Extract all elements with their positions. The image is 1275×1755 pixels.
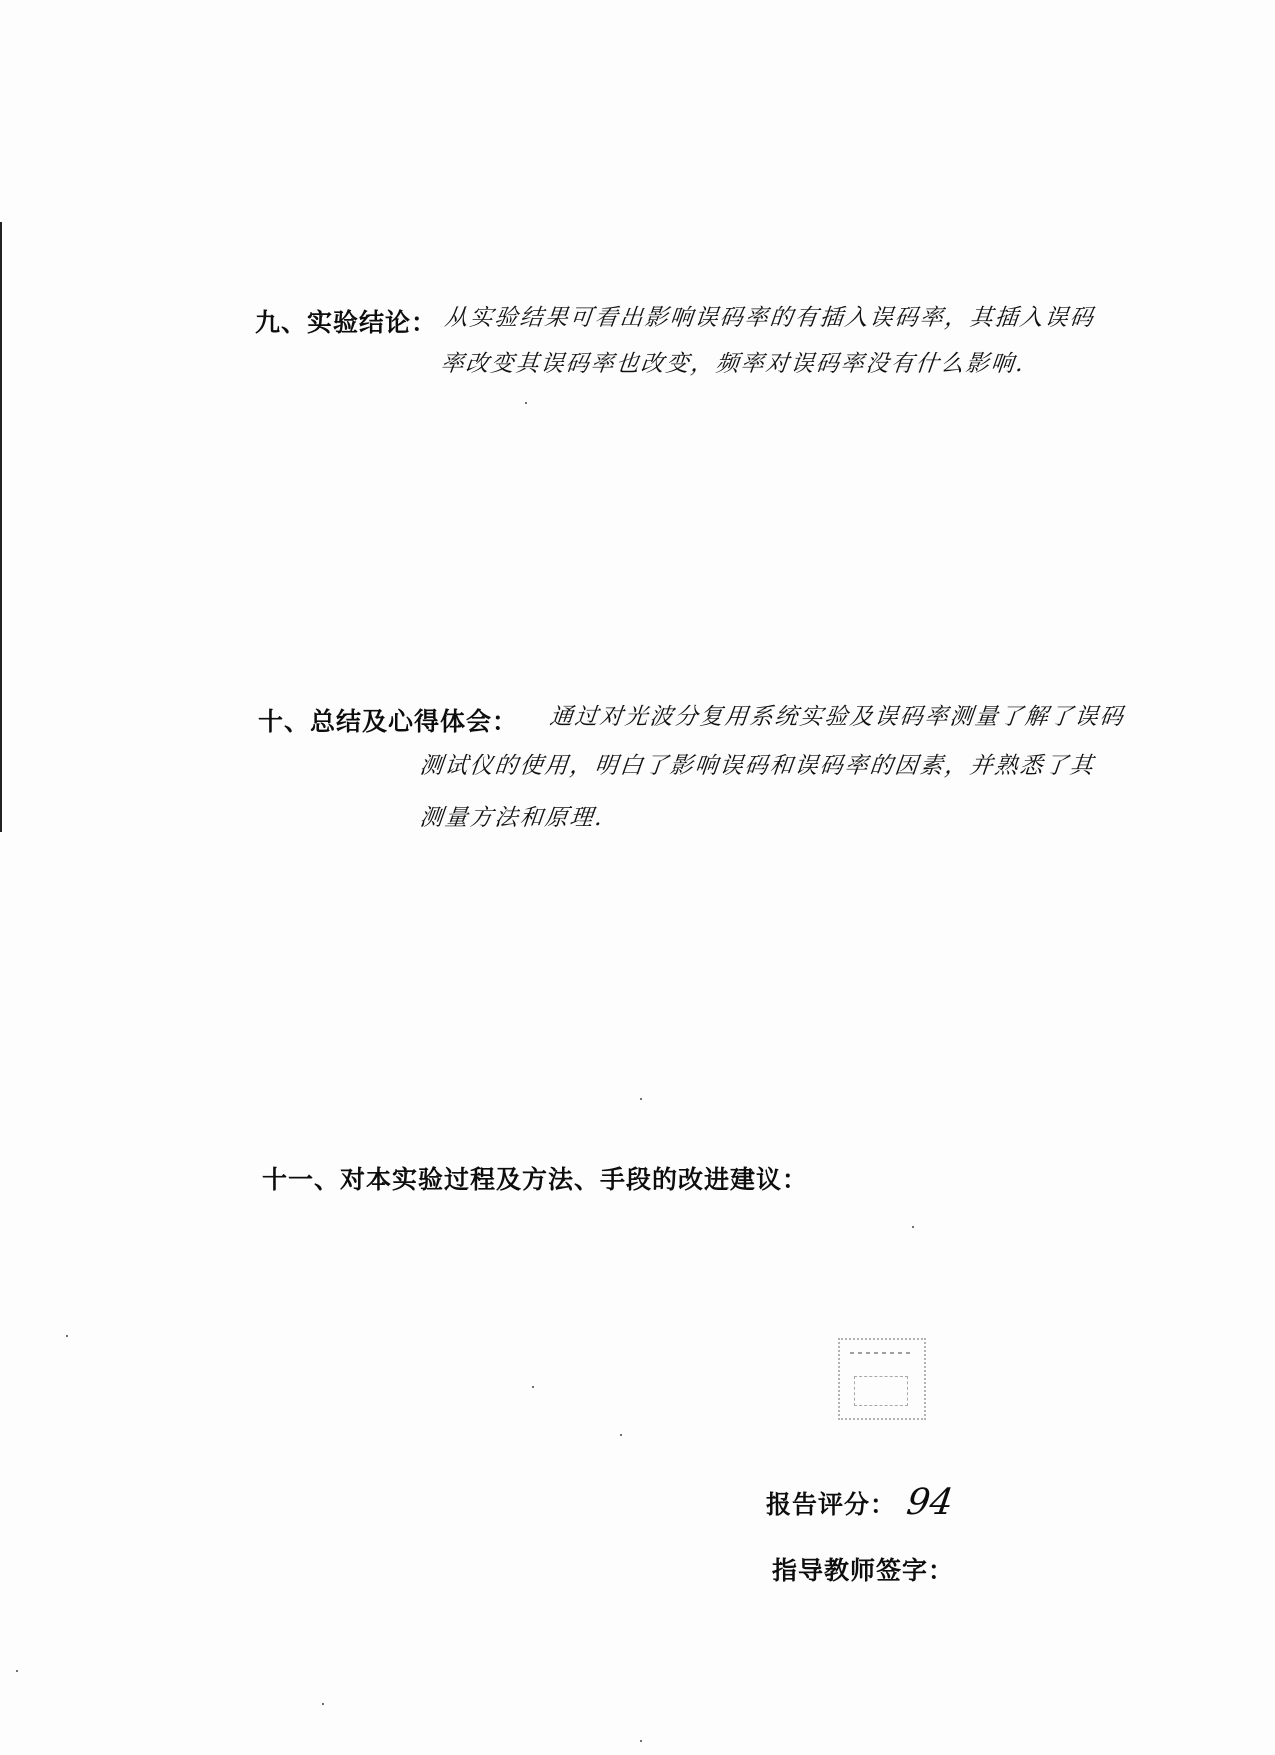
- score-label: 报告评分：: [766, 1489, 897, 1519]
- teacher-signature: [772, 1551, 954, 1587]
- scan-speck: [525, 402, 527, 404]
- scan-speck: [640, 1740, 642, 1742]
- scan-speck: [532, 1386, 534, 1388]
- scan-speck: [620, 1434, 622, 1436]
- faded-stamp: [838, 1338, 926, 1420]
- summary-handwriting-line: 测量方法和原理.: [418, 805, 606, 831]
- summary-handwriting-line: 测试仪的使用，明白了影响误码和误码率的因素，并熟悉了其: [418, 753, 1097, 779]
- signature-label: 指导教师签字：: [772, 1556, 955, 1585]
- scan-edge-line: [0, 222, 2, 832]
- summary-handwriting-line: 通过对光波分复用系统实验及误码率测量了解了误码: [548, 704, 1127, 730]
- conclusion-handwriting-line: 率改变其误码率也改变，频率对误码率没有什么影响.: [439, 351, 1027, 377]
- scan-speck: [66, 1335, 68, 1337]
- scan-speck: [912, 1226, 914, 1228]
- section-conclusion-heading: 九、实验结论：: [255, 308, 438, 337]
- scan-speck: [640, 1098, 642, 1100]
- scan-speck: [322, 1703, 324, 1705]
- score-value: 94: [904, 1482, 956, 1523]
- scan-speck: [16, 1670, 18, 1672]
- section-summary-heading: 十、总结及心得体会：: [258, 707, 519, 736]
- report-score: [766, 1482, 956, 1523]
- conclusion-handwriting-line: 从实验结果可看出影响误码率的有插入误码率，其插入误码: [443, 305, 1097, 331]
- section-suggestions-heading: 十一、对本实验过程及方法、手段的改进建议：: [262, 1165, 809, 1194]
